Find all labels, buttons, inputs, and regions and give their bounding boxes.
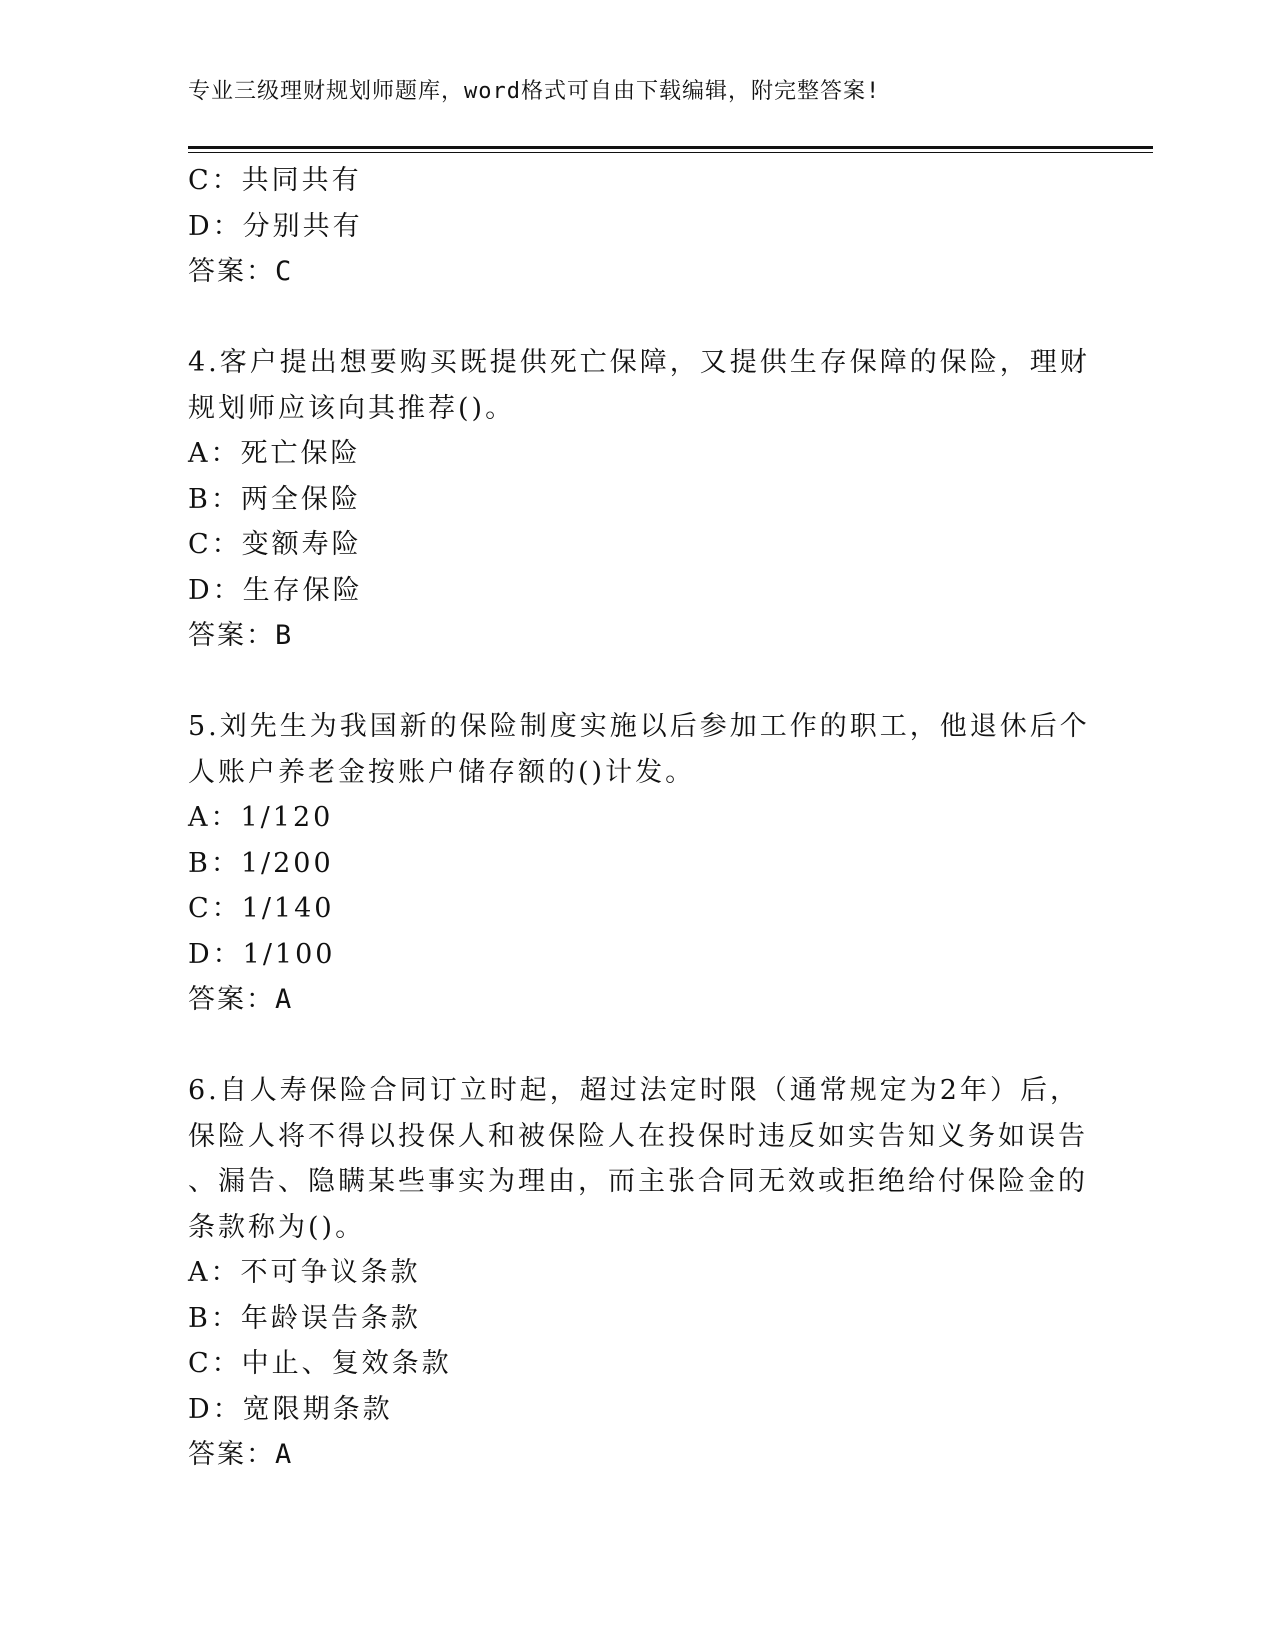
question-5-text-line-2: 人账户养老金按账户储存额的()计发。 <box>188 756 696 788</box>
option-b: B：年龄误告条款 <box>188 1302 421 1334</box>
question-4-text-line-2: 规划师应该向其推荐()。 <box>188 392 516 424</box>
answer-line: 答案：A <box>188 1439 294 1470</box>
option-c: C：共同共有 <box>188 165 362 196</box>
spacer <box>188 295 1068 341</box>
page-header: 专业三级理财规划师题库，word格式可自由下载编辑，附完整答案! <box>188 79 881 104</box>
question-6-text-line-4: 条款称为()。 <box>188 1211 366 1243</box>
question-6-text-line-2: 保险人将不得以投保人和被保险人在投保时违反如实告知义务如误告 <box>188 1120 1088 1152</box>
option-d: D：生存保险 <box>188 574 363 606</box>
option-d: D：分别共有 <box>188 210 363 242</box>
option-b: B：1/200 <box>188 847 334 879</box>
spacer <box>188 1023 1068 1069</box>
header-rule-thin <box>188 152 1153 153</box>
option-d: D：宽限期条款 <box>188 1393 393 1425</box>
spacer <box>188 659 1068 705</box>
question-4-text-line-1: 4.客户提出想要购买既提供死亡保障，又提供生存保障的保险，理财 <box>188 347 1090 378</box>
question-list <box>188 158 1090 1478</box>
option-b: B：两全保险 <box>188 483 361 515</box>
answer-line: 答案：B <box>188 620 294 651</box>
header-rule-thick <box>188 146 1153 149</box>
option-c: C：变额寿险 <box>188 529 362 560</box>
option-c: C：1/140 <box>188 893 335 924</box>
option-a: A：1/120 <box>188 802 334 833</box>
option-c: C：中止、复效条款 <box>188 1348 452 1379</box>
answer-line: 答案：A <box>188 984 294 1015</box>
question-6-text-line-1: 6.自人寿保险合同订立时起，超过法定时限（通常规定为2年）后， <box>188 1075 1080 1106</box>
option-d: D：1/100 <box>188 938 336 970</box>
option-a: A：不可争议条款 <box>188 1257 421 1288</box>
option-a: A：死亡保险 <box>188 438 361 469</box>
question-6-text-line-3: 、漏告、隐瞒某些事实为理由，而主张合同无效或拒绝给付保险金的 <box>188 1166 1088 1197</box>
question-5-text-line-1: 5.刘先生为我国新的保险制度实施以后参加工作的职工，他退休后个 <box>188 711 1090 742</box>
answer-line: 答案：C <box>188 256 294 287</box>
